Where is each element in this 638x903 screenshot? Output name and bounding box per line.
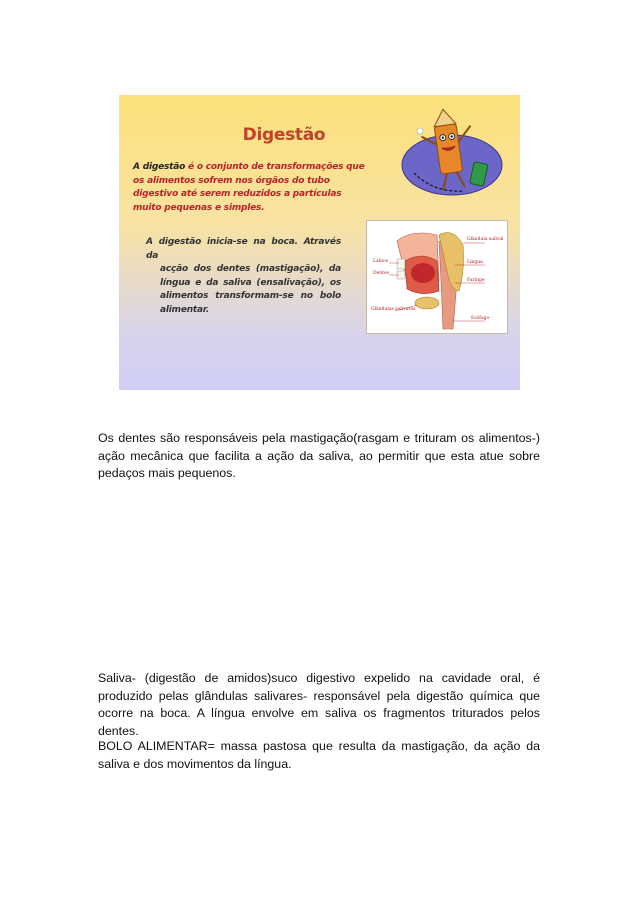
label-esofago: Esófago <box>471 316 490 321</box>
label-lingua: Língua <box>467 260 483 265</box>
label-labios: Lábios <box>373 259 389 264</box>
slide-mouth-text <box>146 236 341 317</box>
slide-title: Digestão <box>242 125 326 145</box>
slide-intro-term: A digestão <box>133 162 186 172</box>
slide-mouth-rest: acção dos dentes (mastigação), da língua e da saliva (ensalivação), os alimentos transformam-se no bolo alimentar. <box>160 264 341 315</box>
label-dentes: Dentes <box>373 271 389 276</box>
mouth-anatomy-diagram <box>366 220 508 334</box>
paragraph-dentes: Os dentes são responsáveis pela mastigação(rasgam e trituram os alimentos-) ação mecânica que facilita a ação da saliva, ao permitir que esta atue sobre pedaços mais pequenos. <box>98 431 540 480</box>
paragraph-bolo-alimentar: BOLO ALIMENTAR= massa pastosa que resulta da mastigação, da ação da saliva e dos movimentos da língua. <box>98 739 540 771</box>
digestion-slide-image <box>119 95 520 390</box>
label-glandulas-salivares: Glândulas salivares <box>371 307 416 312</box>
label-faringe: Faringe <box>467 278 485 283</box>
paragraph-saliva: Saliva- (digestão de amidos)suco digestivo expelido na cavidade oral, é produzido pelas glândulas salivares- responsável pela digestão química que ocorre na boca. A língua envolve em saliva os fragmentos triturados pelos dentes. <box>98 671 540 738</box>
pencil-mascot-illustration <box>394 103 504 203</box>
label-glandula-salival: Glândula salival <box>467 237 504 242</box>
slide-mouth-first-line: A digestão inicia-se na boca. Através da <box>146 237 341 261</box>
slide-intro-rest: é o conjunto de transformações que os alimentos sofrem nos órgãos do tubo digestivo até serem reduzidos a partículas muito pequenas e simples. <box>133 162 365 213</box>
slide-intro-text <box>133 161 371 215</box>
